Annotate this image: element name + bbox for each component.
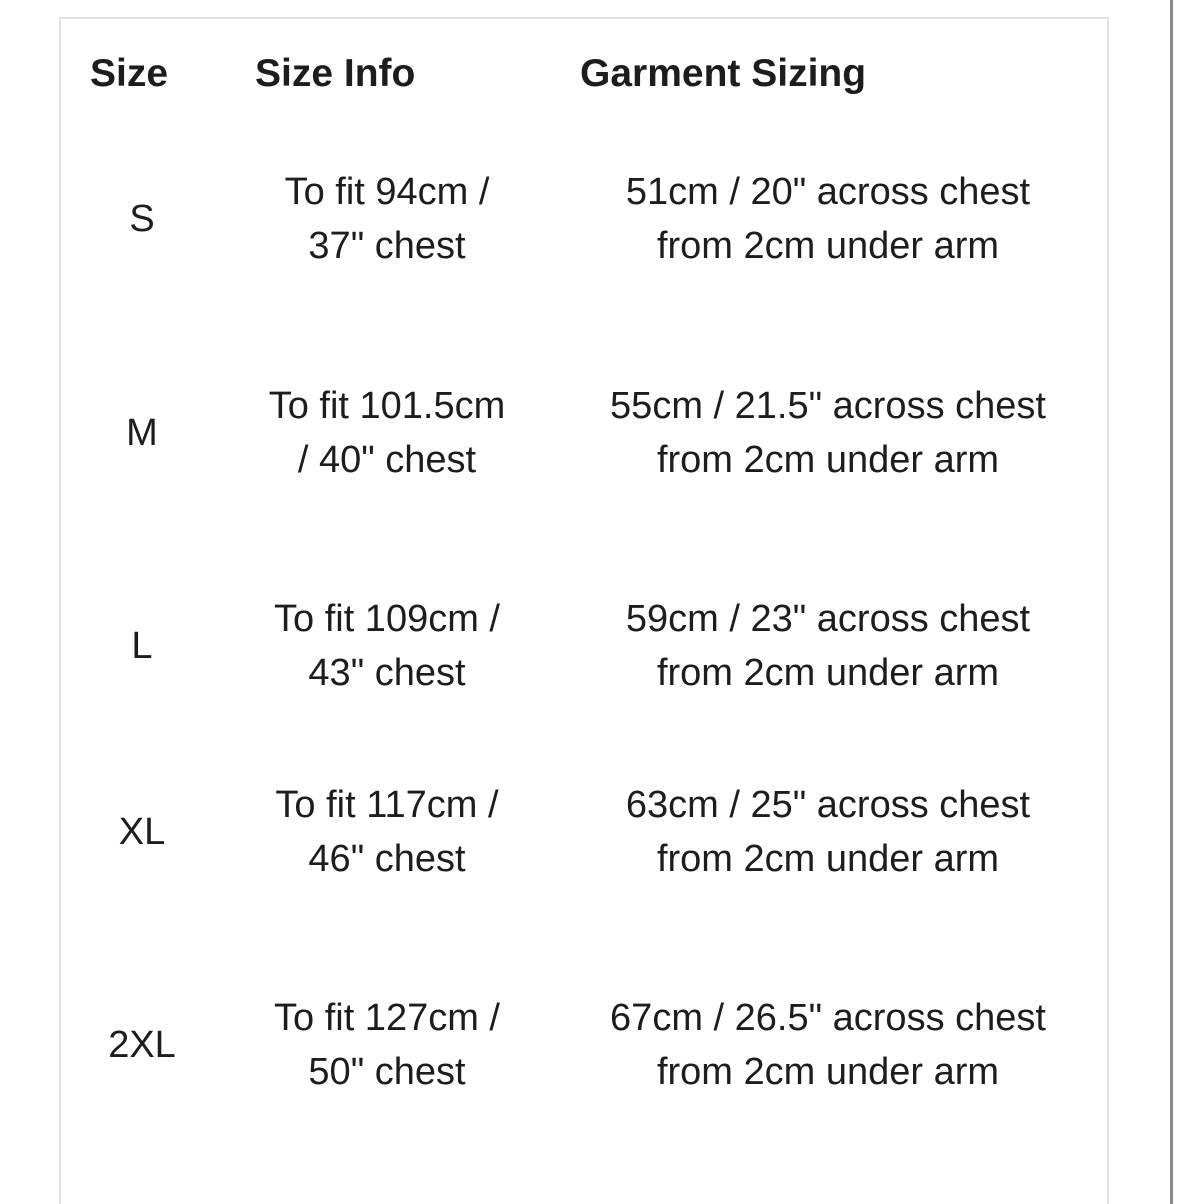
scrollbar-edge[interactable] (1170, 0, 1179, 1204)
garment-sizing-cell: 63cm / 25" across chest from 2cm under arm (625, 784, 1031, 880)
header-size: Size (90, 52, 169, 95)
size-cell: XL (118, 811, 166, 853)
size-info-cell: To fit 94cm / 37" chest (284, 171, 490, 267)
size-info-cell: To fit 117cm / 46" chest (275, 784, 499, 880)
garment-sizing-cell: 67cm / 26.5" across chest from 2cm under arm (610, 997, 1046, 1093)
size-cell: 2XL (108, 1024, 176, 1066)
size-cell: L (131, 625, 153, 667)
header-size-info: Size Info (255, 52, 416, 95)
size-info-cell: To fit 109cm / 43" chest (274, 598, 500, 694)
garment-sizing-cell: 59cm / 23" across chest from 2cm under arm (625, 598, 1031, 694)
size-info-cell: To fit 101.5cm / 40" chest (268, 385, 506, 481)
size-cell: S (129, 198, 155, 240)
header-garment-sizing: Garment Sizing (580, 52, 867, 95)
garment-sizing-cell: 55cm / 21.5" across chest from 2cm under arm (610, 385, 1046, 481)
garment-sizing-cell: 51cm / 20" across chest from 2cm under arm (625, 171, 1031, 267)
size-cell: M (126, 412, 158, 454)
size-info-cell: To fit 127cm / 50" chest (274, 997, 500, 1093)
